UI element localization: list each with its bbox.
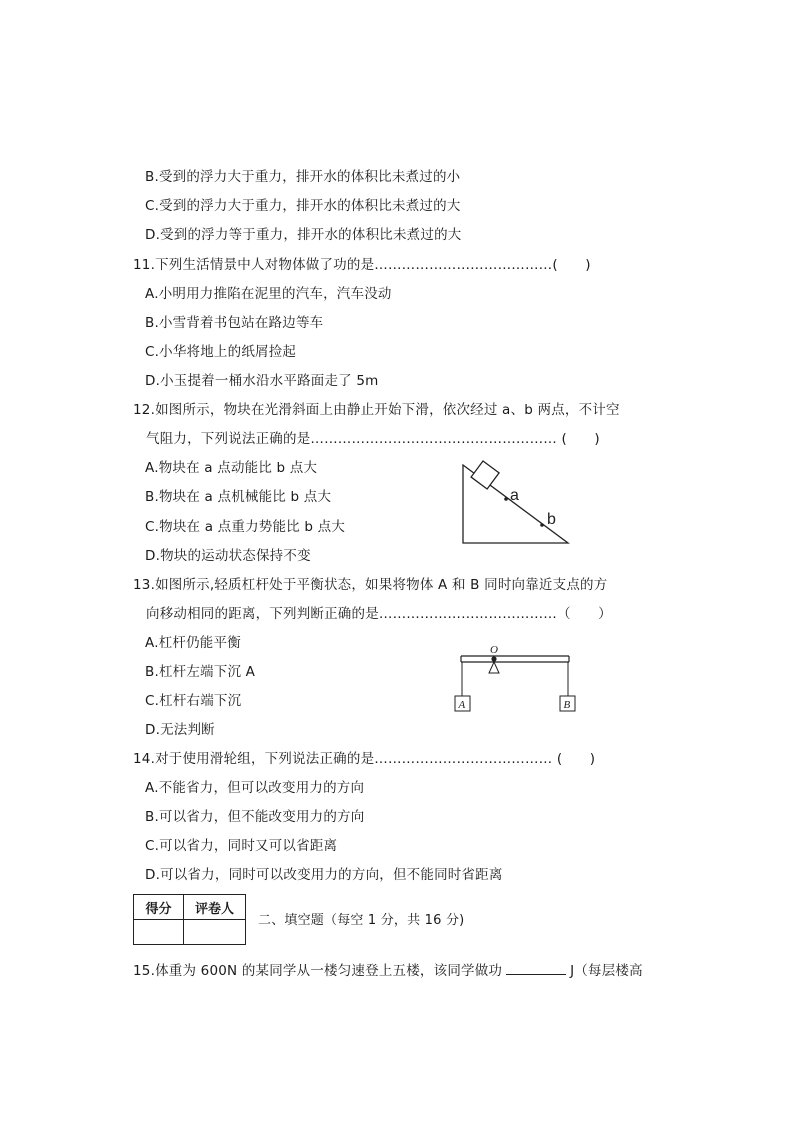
q12-option-a: A.物块在 a 点动能比 b 点大 — [145, 460, 318, 476]
score-header: 得分 — [134, 895, 184, 920]
q11-option-d: D.小玉提着一桶水沿水平路面走了 5m — [145, 373, 379, 389]
q10-option-d: D.受到的浮力等于重力，排开水的体积比未煮过的大 — [145, 227, 462, 243]
q12-option-c: C.物块在 a 点重力势能比 b 点大 — [145, 519, 346, 535]
lever-figure — [452, 642, 577, 717]
grader-header: 评卷人 — [184, 895, 246, 920]
q12-stem-line2: 气阻力，下列说法正确的是……………………………………………… ( ) — [146, 431, 600, 447]
q13-option-c: C.杠杆右端下沉 — [145, 693, 242, 709]
score-table — [133, 894, 246, 945]
point-b-label: b — [547, 511, 556, 528]
q13-option-b: B.杠杆左端下沉 A — [145, 664, 256, 680]
fulcrum-label: O — [490, 644, 498, 656]
q14-option-b: B.可以省力，但不能改变用力的方向 — [145, 809, 365, 825]
q12-option-d: D.物块的运动状态保持不变 — [145, 548, 311, 564]
q13-option-a: A.杠杆仍能平衡 — [145, 635, 241, 651]
score-cell[interactable] — [134, 920, 184, 945]
q13-stem-line1: 13.如图所示,轻质杠杆处于平衡状态，如果将物体 A 和 B 同时向靠近支点的方 — [133, 577, 608, 593]
point-b-marker — [540, 523, 544, 527]
block-b-label: B — [563, 699, 571, 711]
q14-option-c: C.可以省力，同时又可以省距离 — [145, 838, 338, 854]
point-a-marker — [504, 497, 508, 501]
q15-line — [133, 960, 643, 980]
fulcrum-triangle — [489, 662, 499, 673]
sliding-block — [471, 461, 499, 489]
grader-cell[interactable] — [184, 920, 246, 945]
q12-option-b: B.物块在 a 点机械能比 b 点大 — [145, 489, 332, 505]
q13-stem-line2: 向移动相同的距离，下列判断正确的是…………………………………（ ） — [146, 606, 612, 622]
q11-option-c: C.小华将地上的纸屑捡起 — [145, 344, 297, 360]
q10-option-b: B.受到的浮力大于重力，排开水的体积比未煮过的小 — [145, 169, 461, 185]
section-title: 二、填空题（每空 1 分，共 16 分) — [258, 913, 465, 928]
q15-text-after: J（每层楼高 — [570, 963, 643, 979]
q15-text-before: 15.体重为 600N 的某同学从一楼匀速登上五楼，该同学做功 — [133, 963, 503, 979]
q14-stem: 14.对于使用滑轮组，下列说法正确的是………………………………… ( ) — [133, 751, 596, 767]
q11-option-b: B.小雪背着书包站在路边等车 — [145, 315, 324, 331]
point-a-label: a — [510, 487, 519, 504]
q14-option-a: A.不能省力，但可以改变用力的方向 — [145, 780, 365, 796]
q14-option-d: D.可以省力，同时可以改变用力的方向，但不能同时省距离 — [145, 867, 503, 883]
q10-option-c: C.受到的浮力大于重力，排开水的体积比未煮过的大 — [145, 198, 461, 214]
q11-option-a: A.小明用力推陷在泥里的汽车，汽车没动 — [145, 286, 392, 302]
q15-answer-blank[interactable] — [506, 960, 566, 975]
q12-stem-line1: 12.如图所示，物块在光滑斜面上由静止开始下滑，依次经过 a、b 两点，不计空 — [133, 402, 620, 418]
incline-figure — [455, 455, 580, 550]
q13-option-d: D.无法判断 — [145, 722, 215, 738]
q11-stem: 11.下列生活情景中人对物体做了功的是…………………………………( ) — [133, 257, 591, 273]
block-a-label: A — [458, 699, 466, 711]
